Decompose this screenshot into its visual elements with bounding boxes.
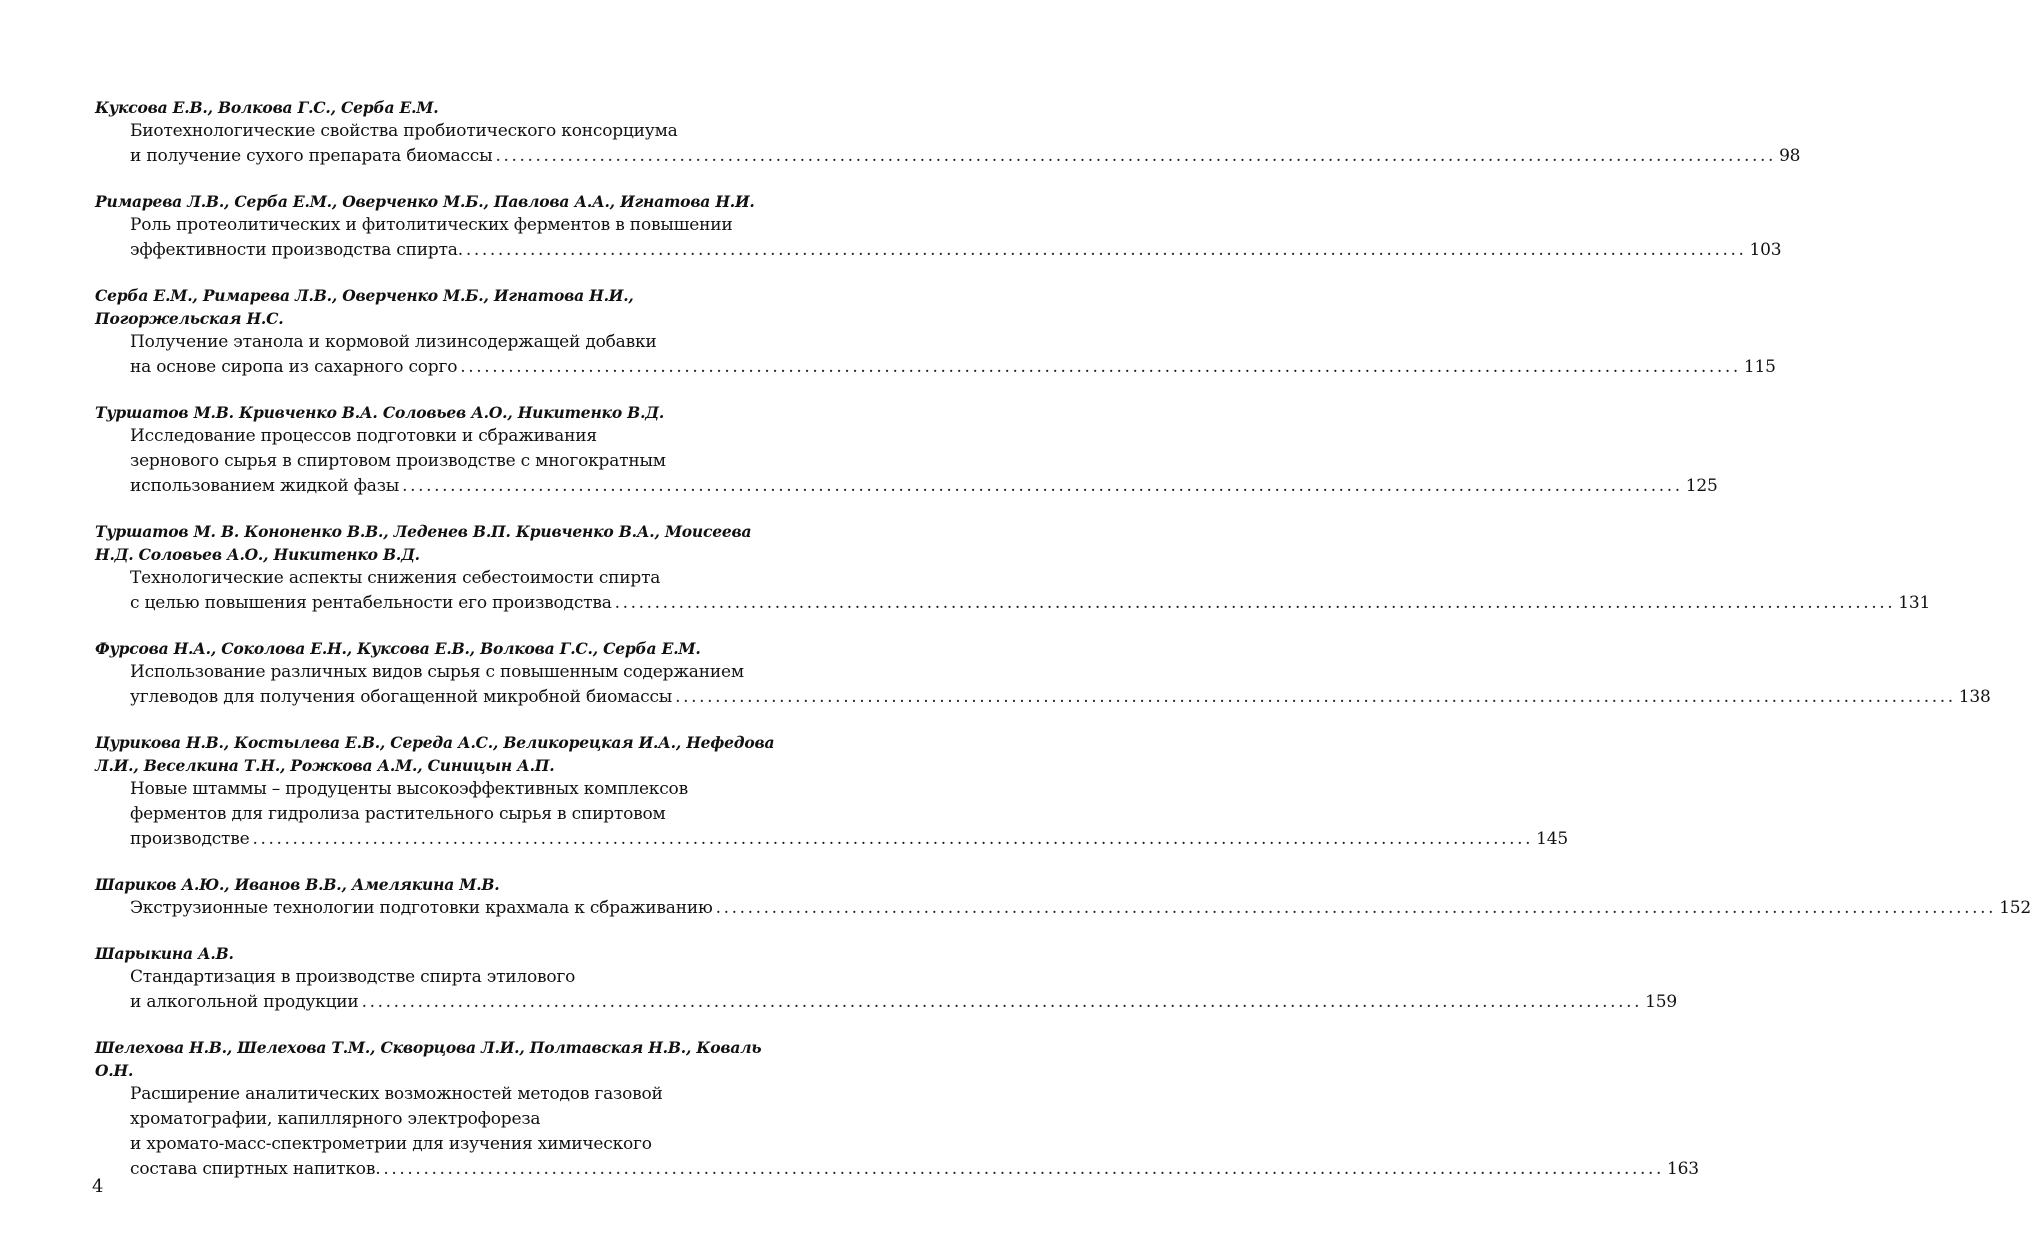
dot-leader: ................................................................................................................................................................ bbox=[361, 992, 1643, 1012]
dot-leader: ................................................................................................................................................................ bbox=[383, 1159, 1665, 1179]
entry-title-text: углеводов для получения обогащенной микробной биомассы bbox=[130, 687, 673, 707]
toc-entry bbox=[95, 520, 1931, 616]
dot-leader: ................................................................................................................................................................ bbox=[460, 357, 1741, 377]
entry-title-last-line bbox=[95, 355, 1776, 380]
entry-title-line: зернового сырья в спиртовом производстве с многократным bbox=[130, 451, 666, 471]
toc-entry bbox=[95, 731, 1568, 852]
entry-title-text: эффективности производства спирта. bbox=[130, 240, 463, 260]
entry-title-last-line bbox=[95, 144, 1801, 169]
entry-page-number: 159 bbox=[1645, 992, 1678, 1012]
entry-title-line: Исследование процессов подготовки и сбраживания bbox=[130, 426, 597, 446]
entry-authors: Фурсова Н.А., Соколова Е.Н., Куксова Е.В., Волкова Г.С., Серба Е.М. bbox=[95, 639, 701, 658]
entry-title-last-line bbox=[95, 591, 1931, 616]
entry-title-last-line bbox=[95, 685, 1991, 710]
toc-entry bbox=[95, 942, 1678, 1015]
entry-title-last-line bbox=[95, 990, 1678, 1015]
entry-authors: Шарыкина А.В. bbox=[95, 944, 234, 963]
toc-entry bbox=[95, 637, 1991, 710]
dot-leader: ................................................................................................................................................................ bbox=[495, 146, 1777, 166]
toc-entry bbox=[95, 873, 2031, 921]
dot-leader: ................................................................................................................................................................ bbox=[675, 687, 1956, 707]
entry-authors: Римарева Л.В., Серба Е.М., Оверченко М.Б., Павлова А.А., Игнатова Н.И. bbox=[95, 192, 755, 211]
entry-title-line: Расширение аналитических возможностей методов газовой bbox=[130, 1084, 663, 1104]
entry-title-line: Стандартизация в производстве спирта этилового bbox=[130, 967, 576, 987]
entry-title-text: и алкогольной продукции bbox=[130, 992, 359, 1012]
entry-title-last-line bbox=[95, 1157, 1699, 1182]
entry-authors: Туршатов М. В. Кононенко В.В., Леденев В.П. Кривченко В.А., Моисеева Н.Д. Соловьев А.О., Никитенко В.Д. bbox=[95, 522, 752, 564]
entry-page-number: 138 bbox=[1958, 687, 1991, 707]
toc-entry bbox=[95, 96, 1801, 169]
entry-title-line: Получение этанола и кормовой лизинсодержащей добавки bbox=[130, 332, 657, 352]
entry-page-number: 163 bbox=[1667, 1159, 1699, 1179]
entry-title-text: производстве bbox=[130, 829, 250, 849]
entry-title-last-line bbox=[95, 474, 1718, 499]
entry-title-line: Новые штаммы – продуценты высокоэффективных комплексов bbox=[130, 779, 688, 799]
entry-title-line: Биотехнологические свойства пробиотического консорциума bbox=[130, 121, 678, 141]
entry-page-number: 152 bbox=[1999, 898, 2031, 918]
dot-leader: ................................................................................................................................................................ bbox=[465, 240, 1747, 260]
entry-page-number: 125 bbox=[1685, 476, 1718, 496]
entry-title-last-line bbox=[95, 238, 1782, 263]
entry-title-last-line bbox=[95, 827, 1568, 852]
entry-title-line: Использование различных видов сырья с повышенным содержанием bbox=[130, 662, 744, 682]
entry-title-last-line bbox=[95, 896, 2031, 921]
toc-entry bbox=[95, 190, 1782, 263]
entry-title-line: ферментов для гидролиза растительного сырья в спиртовом bbox=[130, 804, 666, 824]
dot-leader: ................................................................................................................................................................ bbox=[715, 898, 1997, 918]
entry-page-number: 131 bbox=[1898, 593, 1931, 613]
entry-title-text: на основе сиропа из сахарного сорго bbox=[130, 357, 458, 377]
dot-leader: ................................................................................................................................................................ bbox=[402, 476, 1683, 496]
entry-title-text: состава спиртных напитков. bbox=[130, 1159, 381, 1179]
toc-entry bbox=[95, 401, 1718, 499]
entry-authors: Туршатов М.В. Кривченко В.А. Соловьев А.О., Никитенко В.Д. bbox=[95, 403, 665, 422]
entry-authors: Куксова Е.В., Волкова Г.С., Серба Е.М. bbox=[95, 98, 439, 117]
table-of-contents bbox=[95, 96, 2031, 1203]
entry-authors: Шелехова Н.В., Шелехова Т.М., Скворцова Л.И., Полтавская Н.В., Коваль О.Н. bbox=[95, 1038, 762, 1080]
entry-page-number: 103 bbox=[1749, 240, 1782, 260]
entry-title-text: использованием жидкой фазы bbox=[130, 476, 400, 496]
toc-entry bbox=[95, 284, 1776, 380]
entry-title-text: и получение сухого препарата биомассы bbox=[130, 146, 493, 166]
toc-entry bbox=[95, 1036, 1699, 1182]
entry-authors: Цурикова Н.В., Костылева Е.В., Середа А.С., Великорецкая И.А., Нефедова Л.И., Веселкина Т.Н., Рожкова А.М., Синицын А.П. bbox=[95, 733, 775, 775]
entry-page-number: 115 bbox=[1743, 357, 1776, 377]
entry-title-line: хроматографии, капиллярного электрофореза bbox=[130, 1109, 541, 1129]
entry-title-text: с целью повышения рентабельности его производства bbox=[130, 593, 612, 613]
entry-page-number: 98 bbox=[1779, 146, 1801, 166]
page-number: 4 bbox=[92, 1176, 104, 1197]
entry-title-line: и хромато-масс-спектрометрии для изучения химического bbox=[130, 1134, 652, 1154]
entry-title-line: Технологические аспекты снижения себестоимости спирта bbox=[130, 568, 661, 588]
entry-page-number: 145 bbox=[1536, 829, 1568, 849]
dot-leader: ................................................................................................................................................................ bbox=[614, 593, 1896, 613]
entry-authors: Шариков А.Ю., Иванов В.В., Амелякина М.В. bbox=[95, 875, 500, 894]
entry-authors: Серба Е.М., Римарева Л.В., Оверченко М.Б., Игнатова Н.И., Погоржельская Н.С. bbox=[95, 286, 634, 328]
entry-title-line: Роль протеолитических и фитолитических ферментов в повышении bbox=[130, 215, 733, 235]
entry-title-text: Экструзионные технологии подготовки крахмала к сбраживанию bbox=[130, 898, 713, 918]
dot-leader: ................................................................................................................................................................ bbox=[252, 829, 1534, 849]
